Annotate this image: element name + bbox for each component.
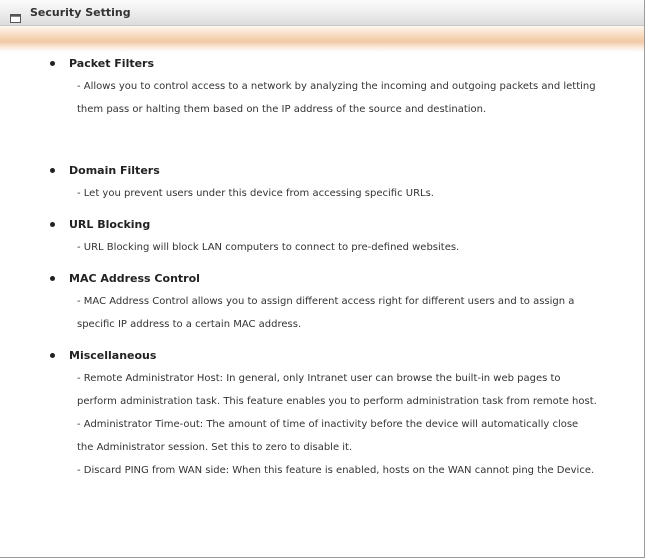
panel-header xyxy=(0,0,644,26)
feature-description xyxy=(77,290,610,336)
description-paragraph: - Discard PING from WAN side: When this feature is enabled, hosts on the WAN cannot ping the Device. xyxy=(77,465,595,476)
panel-title: Security Setting xyxy=(30,6,131,19)
feature-mac-address-control xyxy=(50,271,610,348)
accent-band xyxy=(0,26,644,52)
bullet-icon xyxy=(50,353,55,358)
feature-title: Packet Filters xyxy=(69,57,155,70)
bullet-icon xyxy=(50,276,55,281)
window-icon xyxy=(10,8,21,17)
description-paragraph: - Administrator Time-out: The amount of time of inactivity before the device will automatically close the Administrator session. Set this to zero to disable it. xyxy=(77,419,579,453)
description-paragraph: - URL Blocking will block LAN computers to connect to pre-defined websites. xyxy=(77,242,460,253)
feature-url-blocking xyxy=(50,217,610,271)
feature-title: URL Blocking xyxy=(69,218,151,231)
description-paragraph: - Let you prevent users under this device from accessing specific URLs. xyxy=(77,188,434,199)
bullet-icon xyxy=(50,61,55,66)
feature-title: Domain Filters xyxy=(69,164,160,177)
description-paragraph: - Allows you to control access to a network by analyzing the incoming and outgoing packets and letting them pass or halting them based on the IP address of the source and destination. xyxy=(77,81,596,115)
description-paragraph: - MAC Address Control allows you to assign different access right for different users and to assign a specific IP address to a certain MAC address. xyxy=(77,296,575,330)
feature-description xyxy=(77,236,610,259)
feature-title: Miscellaneous xyxy=(69,349,157,362)
feature-list xyxy=(50,56,610,482)
bullet-icon xyxy=(50,222,55,227)
feature-miscellaneous xyxy=(50,348,610,482)
feature-title: MAC Address Control xyxy=(69,272,200,285)
feature-description xyxy=(77,182,610,205)
feature-description xyxy=(77,75,610,121)
feature-description xyxy=(77,367,610,482)
feature-domain-filters xyxy=(50,163,610,217)
feature-packet-filters xyxy=(50,56,610,163)
bullet-icon xyxy=(50,168,55,173)
description-paragraph: - Remote Administrator Host: In general, only Intranet user can browse the built-in web pages to perform administration task. This feature enables you to perform administration task from remote host. xyxy=(77,373,597,407)
